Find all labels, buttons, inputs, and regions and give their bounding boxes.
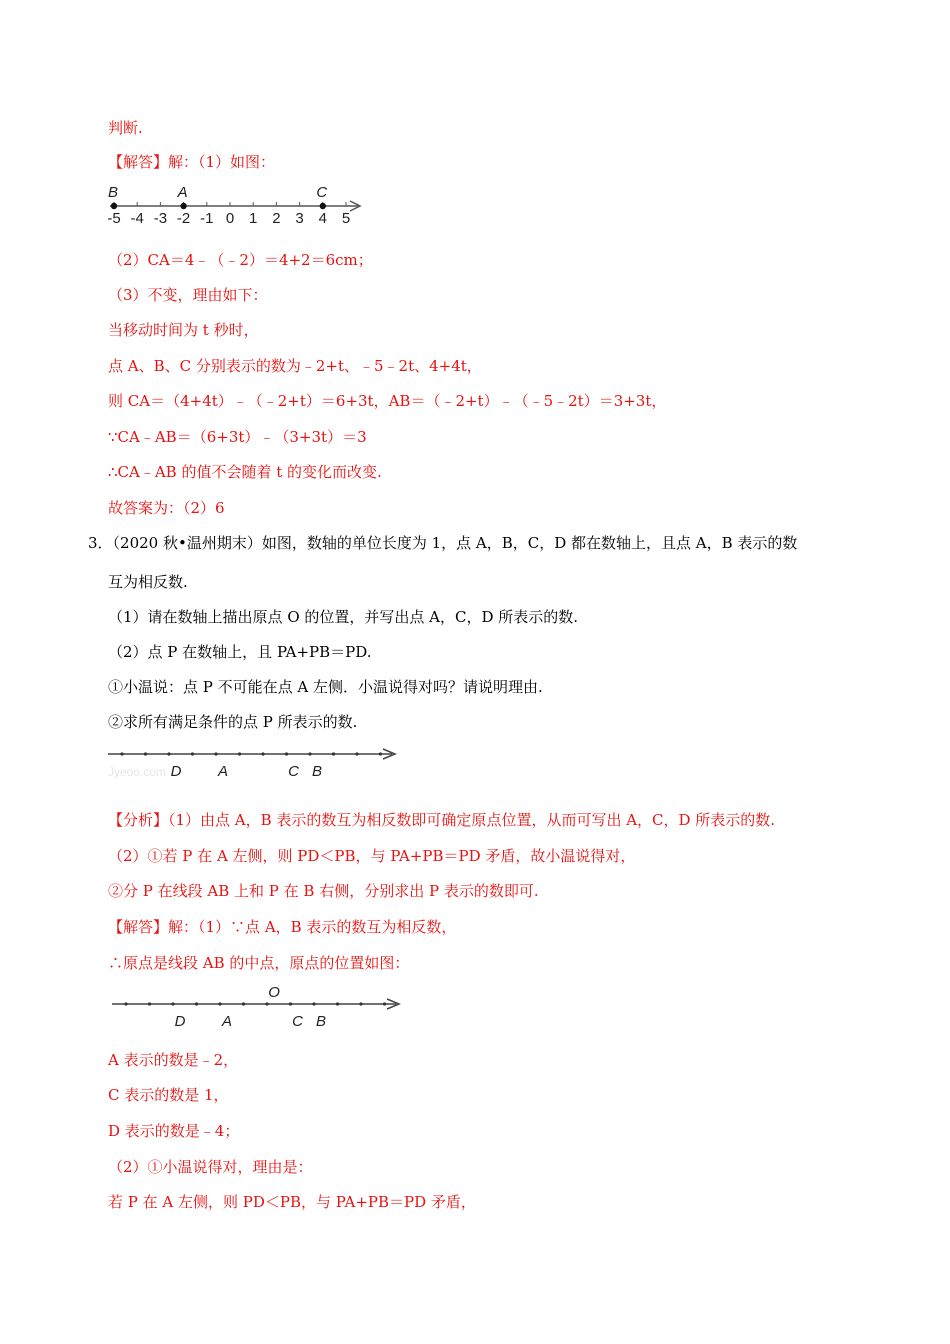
number-line-3	[104, 984, 414, 1030]
point-label: A	[222, 1013, 233, 1030]
unit-dot	[195, 1002, 198, 1005]
unit-dot	[144, 752, 147, 755]
text-line: （2）CA＝4﹣（﹣2）＝4+2＝6cm；	[108, 251, 373, 269]
unit-dot	[312, 1002, 315, 1005]
unit-dot	[171, 1002, 174, 1005]
point-label: A	[177, 184, 188, 201]
text-line: D 表示的数是﹣4；	[108, 1122, 240, 1140]
text-line: ∴原点是线段 AB 的中点，原点的位置如图：	[108, 954, 410, 972]
point-dot	[180, 203, 186, 209]
unit-dot	[238, 752, 241, 755]
question-line: （1）请在数轴上描出原点 O 的位置，并写出点 A，C，D 所表示的数.	[108, 608, 579, 626]
unit-dot	[336, 1002, 339, 1005]
text-line: 故答案为：（2）6	[108, 499, 225, 517]
unit-dot	[124, 1002, 127, 1005]
unit-dot	[261, 752, 264, 755]
unit-dot	[265, 1002, 268, 1005]
question-line: 互为相反数.	[108, 573, 188, 591]
tick-label: 4	[318, 210, 327, 227]
number-line-1	[100, 180, 380, 230]
tick-label: 0	[225, 210, 235, 227]
unit-dot	[355, 752, 358, 755]
unit-dot	[383, 1002, 386, 1005]
text-line: ∵CA﹣AB＝（6+3t）﹣（3+3t）＝3	[108, 428, 367, 446]
unit-dot	[167, 752, 170, 755]
question-line: （2）点 P 在数轴上，且 PA+PB＝PD.	[108, 643, 372, 661]
text-line: （3）不变，理由如下：	[108, 286, 268, 304]
point-label: O	[268, 984, 280, 1001]
point-label: C	[288, 763, 299, 780]
tick-label: -4	[130, 210, 144, 227]
unit-dot	[148, 1002, 151, 1005]
text-line: 判断.	[108, 119, 143, 137]
unit-dot	[332, 752, 335, 755]
text-line: 【解答】解：（1）∵点 A，B 表示的数互为相反数，	[108, 918, 457, 936]
text-line: C 表示的数是 1，	[108, 1086, 229, 1104]
point-label: C	[292, 1013, 303, 1030]
point-label: D	[174, 1013, 186, 1030]
tick-label: -1	[200, 210, 214, 227]
point-label: A	[218, 763, 229, 780]
watermark-text: Jyeoo.com	[108, 765, 167, 779]
point-label: B	[312, 763, 323, 780]
tick-label: 1	[249, 210, 258, 227]
text-line: （2）①小温说得对，理由是：	[108, 1158, 313, 1176]
unit-dot	[379, 752, 382, 755]
text-line: 则 CA＝（4+4t）﹣（﹣2+t）＝6+3t，AB＝（﹣2+t）﹣（﹣5﹣2t）＝3+3t，	[108, 392, 667, 410]
unit-dot	[218, 1002, 221, 1005]
text-line: 当移动时间为 t 秒时，	[108, 321, 259, 339]
text-line: （2）①若 P 在 A 左侧，则 PD＜PB，与 PA+PB＝PD 矛盾，故小温说得对，	[108, 847, 636, 865]
unit-dot	[191, 752, 194, 755]
tick-label: -5	[107, 210, 121, 227]
number-line-2	[100, 740, 410, 782]
point-label: D	[170, 763, 182, 780]
unit-dot	[308, 752, 311, 755]
point-label: C	[316, 184, 328, 201]
text-line: ∴CA﹣AB 的值不会随着 t 的变化而改变.	[108, 463, 382, 481]
question-line: ①小温说：点 P 不可能在点 A 左侧．小温说得对吗？请说明理由.	[108, 678, 543, 696]
text-line: A 表示的数是﹣2，	[108, 1051, 239, 1069]
question-line: 3．（2020 秋•温州期末）如图，数轴的单位长度为 1，点 A，B，C，D 都在数轴上，且点 A，B 表示的数	[88, 534, 798, 552]
unit-dot	[289, 1002, 292, 1005]
text-line: 若 P 在 A 左侧，则 PD＜PB，与 PA+PB＝PD 矛盾，	[108, 1193, 476, 1211]
point-label: B	[107, 184, 119, 201]
unit-dot	[242, 1002, 245, 1005]
point-dot	[320, 203, 326, 209]
unit-dot	[285, 752, 288, 755]
tick-label: -2	[176, 210, 191, 227]
text-line: 【分析】（1）由点 A，B 表示的数互为相反数即可确定原点位置，从而可写出 A，C，D 所表示的数.	[108, 811, 776, 829]
tick-label: 2	[272, 210, 281, 227]
unit-dot	[359, 1002, 362, 1005]
question-line: ②求所有满足条件的点 P 所表示的数.	[108, 713, 358, 731]
tick-label: 3	[295, 210, 304, 227]
text-line: ②分 P 在线段 AB 上和 P 在 B 右侧，分别求出 P 表示的数即可.	[108, 882, 539, 900]
tick-label: 5	[341, 210, 351, 227]
unit-dot	[120, 752, 123, 755]
point-label: B	[316, 1013, 327, 1030]
tick-label: -3	[153, 210, 168, 227]
unit-dot	[214, 752, 217, 755]
text-line: 【解答】解：（1）如图：	[108, 153, 276, 171]
point-dot	[111, 203, 117, 209]
text-line: 点 A、B、C 分别表示的数为﹣2+t、﹣5﹣2t、4+4t，	[108, 357, 482, 375]
